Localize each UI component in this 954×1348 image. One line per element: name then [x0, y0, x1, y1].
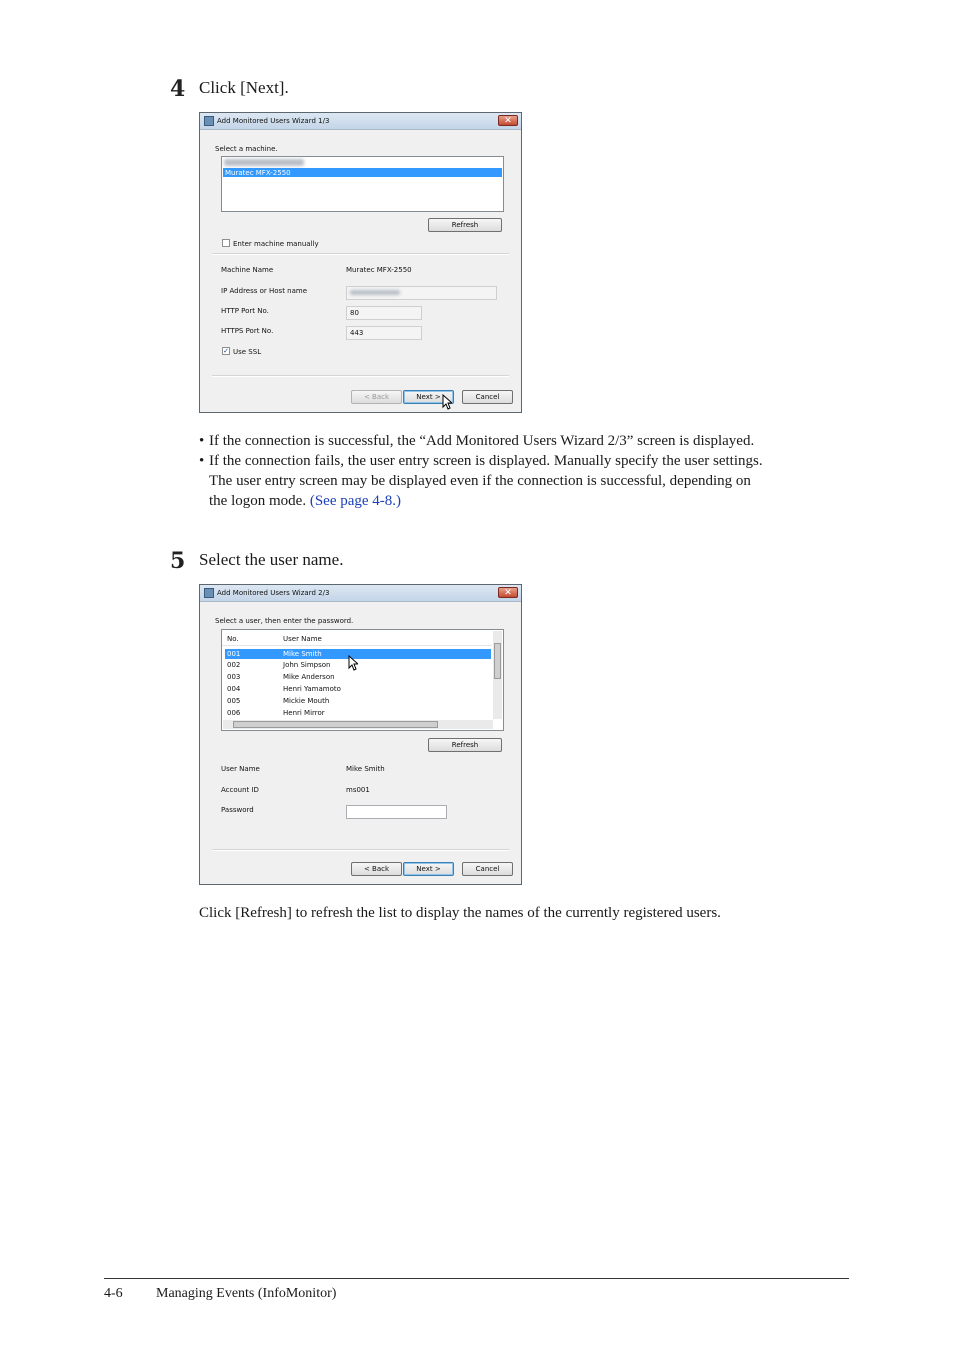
- scroll-thumb[interactable]: [494, 643, 501, 679]
- password-field[interactable]: [346, 805, 447, 819]
- bullet-continuation: The user entry screen may be displayed even if the connection is successful, depending on: [209, 473, 751, 489]
- row-user-name[interactable]: Mickie Mouth: [283, 697, 330, 705]
- see-page-link[interactable]: (See page 4-8.): [309, 493, 402, 509]
- http-port-field[interactable]: 80: [346, 306, 422, 320]
- divider: [212, 253, 509, 255]
- cancel-button[interactable]: Cancel: [462, 390, 513, 404]
- refresh-button[interactable]: Refresh: [428, 738, 502, 752]
- header-divider: [222, 645, 492, 646]
- close-icon[interactable]: ✕: [498, 115, 518, 126]
- row-no[interactable]: 006: [227, 709, 241, 717]
- row-no[interactable]: 005: [227, 697, 241, 705]
- row-no[interactable]: 004: [227, 685, 241, 693]
- user-list[interactable]: [221, 629, 504, 731]
- row-user-name: Mike Smith: [283, 650, 322, 658]
- wizard-dialog-2: [199, 584, 522, 885]
- https-port-field[interactable]: 443: [346, 326, 422, 340]
- bullet-dot: •: [199, 433, 205, 449]
- refresh-note: Click [Refresh] to refresh the list to display the names of the currently registered users.: [199, 905, 721, 921]
- row-no[interactable]: 003: [227, 673, 241, 681]
- machine-name-value: Muratec MFX-2550: [346, 266, 412, 274]
- bullet-dot: •: [199, 453, 205, 469]
- step-instruction: Click [Next].: [199, 78, 289, 97]
- app-icon: [204, 588, 214, 598]
- bullet-text-1: If the connection is successful, the “Add Monitored Users Wizard 2/3” screen is displayed.: [209, 433, 755, 449]
- next-button[interactable]: Next >: [403, 390, 454, 404]
- row-user-name[interactable]: Henri Yamamoto: [283, 685, 341, 693]
- column-header-user-name[interactable]: User Name: [283, 635, 322, 643]
- vertical-scrollbar[interactable]: [493, 631, 502, 719]
- title-bar: [200, 113, 521, 130]
- column-header-no[interactable]: No.: [227, 635, 239, 643]
- page-number: 4-6: [104, 1286, 123, 1301]
- blurred-machine-entry[interactable]: [224, 159, 304, 166]
- dialog-title: Add Monitored Users Wizard 1/3: [217, 117, 330, 125]
- step-number: 5: [170, 548, 186, 574]
- row-user-name[interactable]: Mike Anderson: [283, 673, 335, 681]
- machine-item-label: Muratec MFX-2550: [225, 169, 291, 177]
- horizontal-scrollbar[interactable]: [223, 720, 493, 729]
- dialog-title: Add Monitored Users Wizard 2/3: [217, 589, 330, 597]
- user-name-value: Mike Smith: [346, 765, 385, 773]
- enter-manually-checkbox[interactable]: [222, 239, 230, 247]
- user-name-label: User Name: [221, 765, 260, 773]
- divider: [212, 375, 509, 377]
- next-button[interactable]: Next >: [403, 862, 454, 876]
- https-port-label: HTTPS Port No.: [221, 327, 274, 335]
- bullet-item: [199, 431, 859, 451]
- step-number: 4: [170, 76, 186, 102]
- bullet-continuation-last: [199, 491, 859, 511]
- app-icon: [204, 116, 214, 126]
- list-item-selected[interactable]: [223, 168, 502, 177]
- blurred-ip: [350, 290, 400, 295]
- ip-address-field[interactable]: [346, 286, 497, 300]
- logon-mode-text: the logon mode.: [209, 493, 307, 509]
- password-label: Password: [221, 806, 254, 814]
- account-id-label: Account ID: [221, 786, 259, 794]
- back-button[interactable]: < Back: [351, 390, 402, 404]
- mouse-cursor-icon: [348, 655, 358, 671]
- use-ssl-label: Use SSL: [233, 348, 262, 356]
- bullet-text-2: If the connection fails, the user entry screen is displayed. Manually specify the user settings.: [209, 453, 763, 469]
- bullet-item: [199, 451, 859, 471]
- row-user-name[interactable]: Henri Mirror: [283, 709, 325, 717]
- mouse-cursor-icon: [442, 394, 452, 410]
- divider: [212, 849, 509, 851]
- title-bar: [200, 585, 521, 602]
- select-machine-label: Select a machine.: [215, 145, 278, 153]
- row-user-name[interactable]: John Simpson: [283, 661, 331, 669]
- close-icon[interactable]: ✕: [498, 587, 518, 598]
- account-id-value: ms001: [346, 786, 370, 794]
- step-instruction: Select the user name.: [199, 550, 344, 569]
- wizard-dialog-1: [199, 112, 522, 413]
- bullet-list: [199, 431, 859, 511]
- hscroll-thumb[interactable]: [233, 721, 438, 728]
- section-title: Managing Events (InfoMonitor): [156, 1286, 337, 1301]
- ip-address-label: IP Address or Host name: [221, 287, 308, 295]
- row-no: 001: [227, 650, 241, 658]
- http-port-label: HTTP Port No.: [221, 307, 269, 315]
- table-row-selected[interactable]: [225, 649, 491, 659]
- machine-list[interactable]: [221, 156, 504, 212]
- cancel-button[interactable]: Cancel: [462, 862, 513, 876]
- refresh-button[interactable]: Refresh: [428, 218, 502, 232]
- use-ssl-checkbox[interactable]: ✓: [223, 347, 229, 355]
- row-no[interactable]: 002: [227, 661, 241, 669]
- machine-name-label: Machine Name: [221, 266, 274, 274]
- footer-rule: [104, 1278, 849, 1279]
- enter-manually-label: Enter machine manually: [233, 240, 319, 248]
- back-button[interactable]: < Back: [351, 862, 402, 876]
- select-user-label: Select a user, then enter the password.: [215, 617, 354, 625]
